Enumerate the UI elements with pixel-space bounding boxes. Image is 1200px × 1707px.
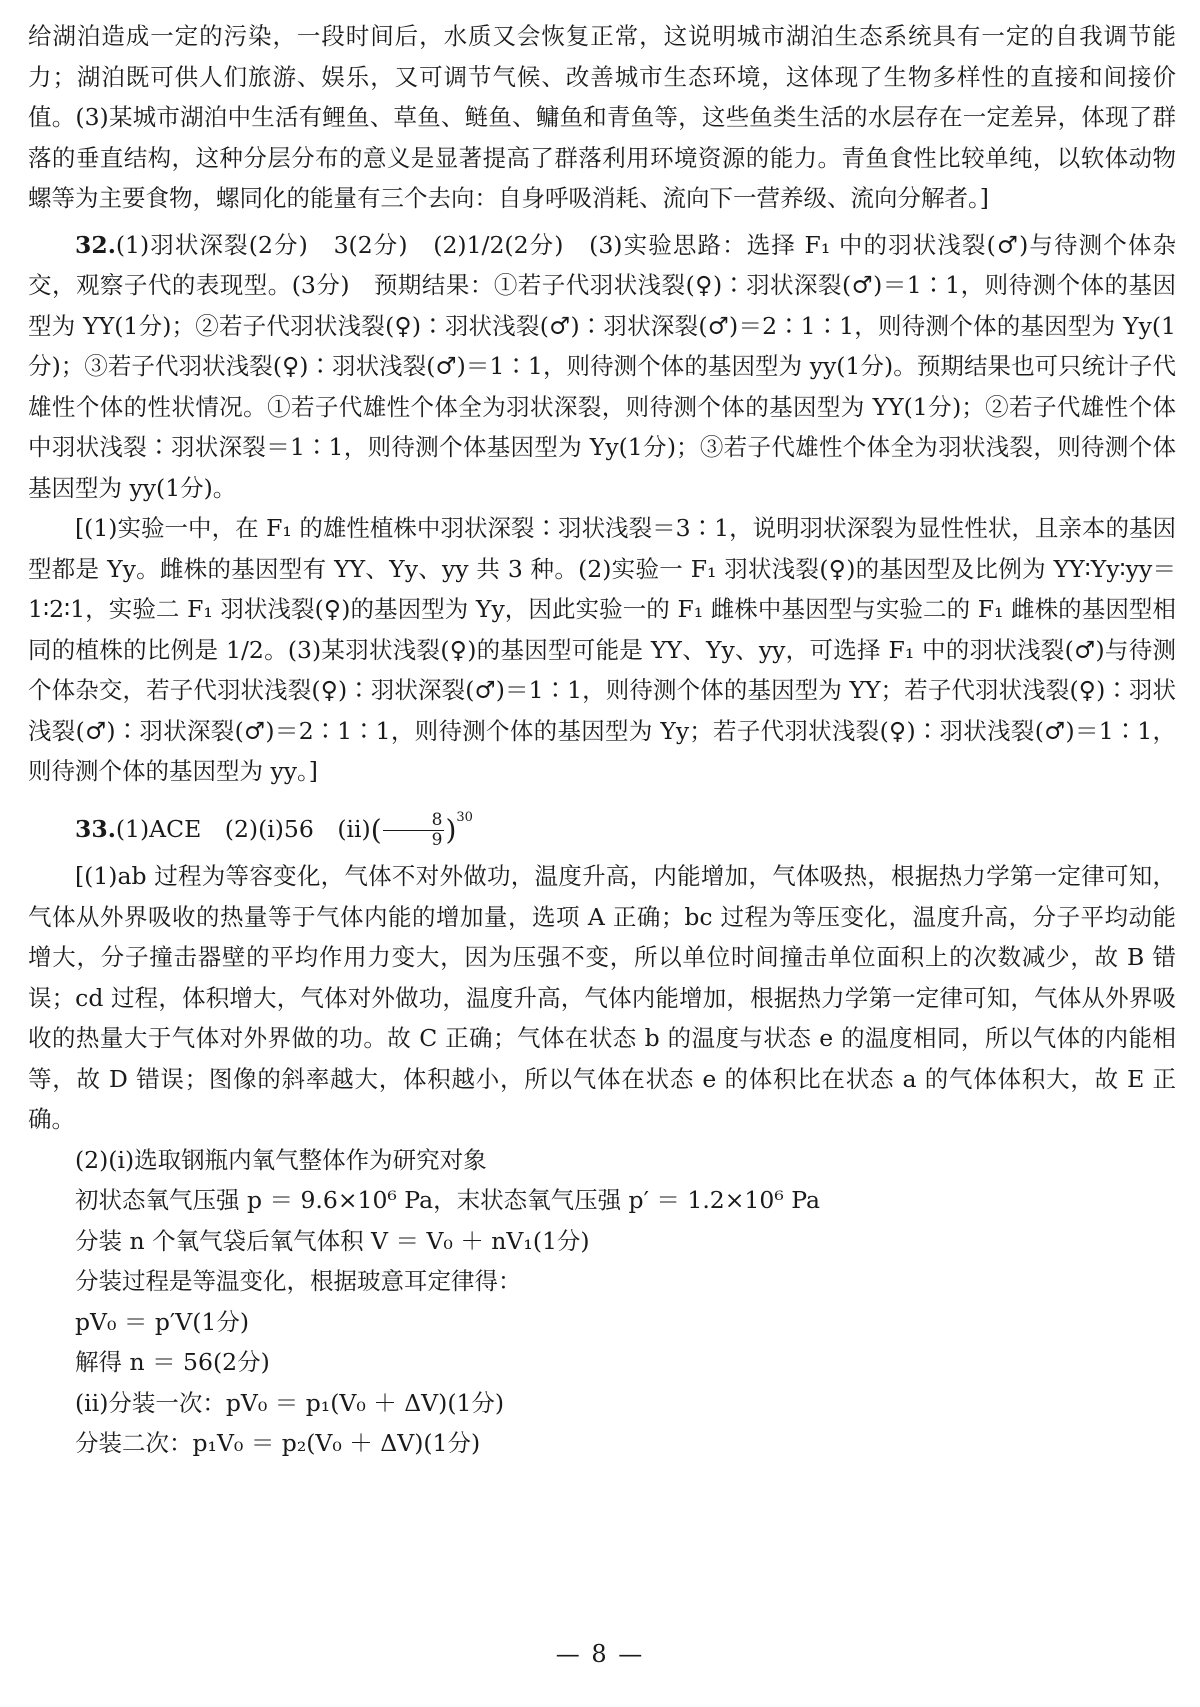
fraction [383, 811, 445, 850]
q33-number: 33. [75, 814, 116, 843]
q32-answer [28, 225, 1176, 509]
q33-step: 分装 n 个氧气袋后氧气体积 V ＝ V₀ ＋ nV₁(1分) [75, 1226, 590, 1255]
q33-explanation: [(1)ab 过程为等容变化，气体不对外做功，温度升高，内能增加，气体吸热，根据热力学第一定律可知，气体从外界吸收的热量等于气体内能的增加量，选项 A 正确；bc 过程为等压变化，温度升高，分子平均动能增大，分子撞击器壁的平均作用力变大，因为压强不变，所以单位时间撞击单位面积上的次数减少，故 B 错误；cd 过程，体积增大，气体对外做功，温度升高，气体内能增加，根据热力学第一定律可知，气体从外界吸收的热量大于气体对外界做的功。故 C 正确；气体在状态 b 的温度与状态 e 的温度相同，所以气体的内能相等，故 D 错误；图像的斜率越大，体积越小，所以气体在状态 e 的体积比在状态 a 的气体体积大，故 E 正确。 [28, 862, 1176, 1134]
q33-step: 解得 n ＝ 56(2分) [75, 1348, 270, 1377]
q32-answer-text: (1)羽状深裂(2分) 3(2分) (2)1/2(2分) (3)实验思路：选择 F₁ 中的羽状浅裂(♂)与待测个体杂交，观察子代的表现型。(3分) 预期结果：①若子代羽状浅裂(♀)∶羽状深裂(♂)＝1∶1，则待测个体的基因型为 YY(1分)；②若子代羽状浅裂(♀)∶羽状浅裂(♂)∶羽状深裂(♂)＝2∶1∶1，则待测个体的基因型为 Yy(1分)；③若子代羽状浅裂(♀)∶羽状浅裂(♂)＝1∶1，则待测个体的基因型为 yy(1分)。预期结果也可只统计子代雄性个体的性状情况。①若子代雄性个体全为羽状深裂，则待测个体的基因型为 YY(1分)；②若子代雄性个体中羽状浅裂∶羽状深裂＝1∶1，则待测个体基因型为 Yy(1分)；③若子代雄性个体全为羽状浅裂，则待测个体基因型为 yy(1分)。 [28, 230, 1176, 502]
q33-step: 分装过程是等温变化，根据玻意耳定律得： [75, 1267, 522, 1296]
page-number: — 8 — [555, 1640, 645, 1668]
q32-explanation: [(1)实验一中，在 F₁ 的雄性植株中羽状深裂∶羽状浅裂＝3∶1，说明羽状深裂为显性性状，且亲本的基因型都是 Yy。雌株的基因型有 YY、Yy、yy 共 3 种。(2)实验一 F₁ 羽状浅裂(♀)的基因型及比例为 YY∶Yy∶yy＝1∶2∶1，实验二 F₁ 羽状浅裂(♀)的基因型为 Yy，因此实验一的 F₁ 雌株中基因型与实验二的 F₁ 雌株的基因型相同的植株的比例是 1/2。(3)某羽状浅裂(♀)的基因型可能是 YY、Yy、yy，可选择 F₁ 中的羽状浅裂(♂)与待测个体杂交，若子代羽状浅裂(♀)∶羽状深裂(♂)＝1∶1，则待测个体的基因型为 YY；若子代羽状浅裂(♀)∶羽状浅裂(♂)∶羽状深裂(♂)＝2∶1∶1，则待测个体的基因型为 Yy；若子代羽状浅裂(♀)∶羽状浅裂(♂)＝1∶1，则待测个体的基因型为 yy。] [28, 514, 1176, 785]
fraction-numerator: 8 [383, 811, 445, 831]
q33-step: 初状态氧气压强 p ＝ 9.6×10⁶ Pa，末状态氧气压强 p′ ＝ 1.2×10⁶ Pa [75, 1186, 820, 1215]
q33-step: pV₀ ＝ p′V(1分) [75, 1307, 250, 1336]
paragraph-q31-continuation: 给湖泊造成一定的污染，一段时间后，水质又会恢复正常，这说明城市湖泊生态系统具有一定的自我调节能力；湖泊既可供人们旅游、娱乐，又可调节气候、改善城市生态环境，这体现了生物多样性的直接和间接价值。(3)某城市湖泊中生活有鲤鱼、草鱼、鲢鱼、鳙鱼和青鱼等，这些鱼类生活的水层存在一定差异，体现了群落的垂直结构，这种分层分布的意义是显著提高了群落利用环境资源的能力。青鱼食性比较单纯，以软体动物螺等为主要食物，螺同化的能量有三个去向：自身呼吸消耗、流向下一营养级、流向分解者。] [28, 22, 1176, 212]
answer-page [28, 16, 1176, 1464]
q33-answer [28, 798, 1176, 851]
q33-step: 分装二次：p₁V₀ ＝ p₂(V₀ ＋ ΔV)(1分) [75, 1429, 481, 1458]
left-paren: ( [370, 812, 382, 846]
fraction-denominator: 9 [431, 829, 443, 850]
q32-number: 32. [75, 230, 116, 259]
q33-answer-text: (1)ACE (2)(ⅰ)56 (ⅱ) [115, 814, 371, 843]
exponent: 30 [456, 809, 473, 825]
q33-step: (2)(ⅰ)选取钢瓶内氧气整体作为研究对象 [75, 1145, 487, 1174]
q33-step: (ⅱ)分装一次：pV₀ ＝ p₁(V₀ ＋ ΔV)(1分) [75, 1388, 505, 1417]
right-paren: ) [445, 812, 457, 846]
